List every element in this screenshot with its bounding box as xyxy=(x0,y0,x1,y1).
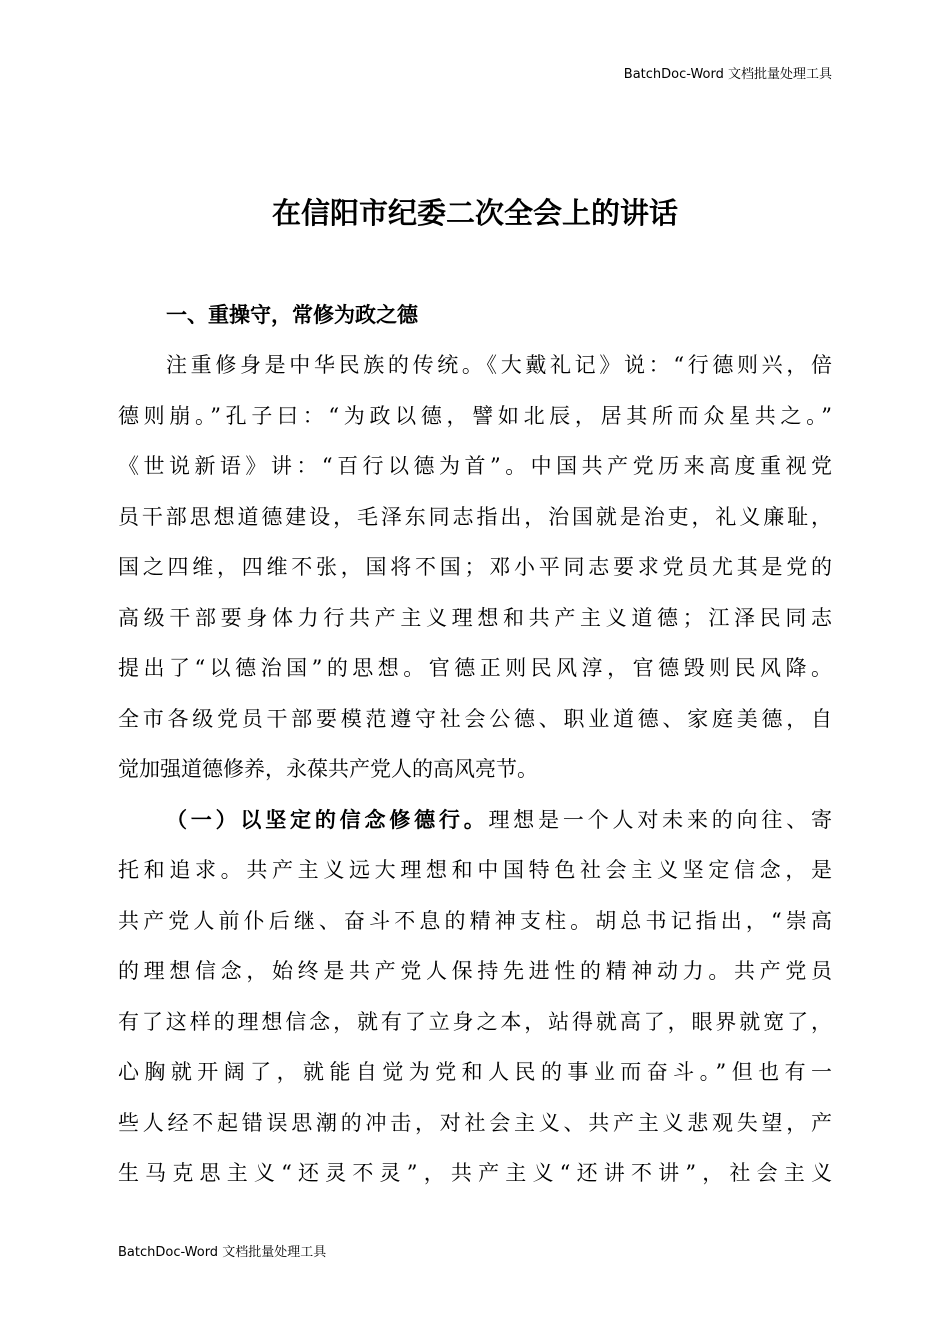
paragraph-line: 全市各级党员干部要模范遵守社会公德、职业道德、家庭美德，自 xyxy=(118,706,832,731)
paragraph-line: 心胸就开阔了，就能自觉为党和人民的事业而奋斗。”但也有一 xyxy=(118,1060,832,1084)
paragraph-line: 些人经不起错误思潮的冲击，对社会主义、共产主义悲观失望，产 xyxy=(118,1110,832,1135)
paragraph-line: 员干部思想道德建设，毛泽东同志指出，治国就是治吏，礼义廉耻， xyxy=(118,504,832,529)
document-title: 在信阳市纪委二次全会上的讲话 xyxy=(271,196,678,230)
paragraph-lead-text: 理想是一个人对未来的向往、寄 xyxy=(488,807,832,832)
subsection-heading: （一）以坚定的信念修德行。 xyxy=(166,807,489,832)
paragraph-lead-line xyxy=(118,795,832,846)
paragraph-line: 托和追求。共产主义远大理想和中国特色社会主义坚定信念，是 xyxy=(118,858,832,882)
paragraph-line: 《世说新语》讲：“百行以德为首”。中国共产党历来高度重视党 xyxy=(118,454,832,478)
paragraph-1 xyxy=(118,340,832,795)
paragraph-line: 的理想信念，始终是共产党人保持先进性的精神动力。共产党员 xyxy=(118,959,832,983)
paragraph-line: 觉加强道德修养，永葆共产党人的高风亮节。 xyxy=(118,757,538,781)
paragraph-line: 生马克思主义“还灵不灵”，共产主义“还讲不讲”，社会主义 xyxy=(118,1161,832,1185)
paragraph-line: 德则崩。”孔子曰：“为政以德，譬如北辰，居其所而众星共之。” xyxy=(118,403,832,428)
paragraph-line: 高级干部要身体力行共产主义理想和共产主义道德；江泽民同志 xyxy=(118,605,832,630)
page-header: BatchDoc-Word 文档批量处理工具 xyxy=(623,67,832,82)
page-footer: BatchDoc-Word 文档批量处理工具 xyxy=(118,1245,327,1260)
paragraph-2 xyxy=(118,795,832,1199)
paragraph-line: 有了这样的理想信念，就有了立身之本，站得就高了，眼界就宽了， xyxy=(118,1009,832,1034)
document-body xyxy=(118,290,832,1199)
paragraph-line: 共产党人前仆后继、奋斗不息的精神支柱。胡总书记指出，“崇高 xyxy=(118,908,832,933)
paragraph-line: 注重修身是中华民族的传统。《大戴礼记》说：“行德则兴，倍 xyxy=(166,353,832,377)
paragraph-line: 国之四维，四维不张，国将不国；邓小平同志要求党员尤其是党的 xyxy=(118,555,832,579)
section-heading: 一、重操守，常修为政之德 xyxy=(166,303,418,327)
paragraph-line: 提出了“以德治国”的思想。官德正则民风淳，官德毁则民风降。 xyxy=(118,656,832,680)
